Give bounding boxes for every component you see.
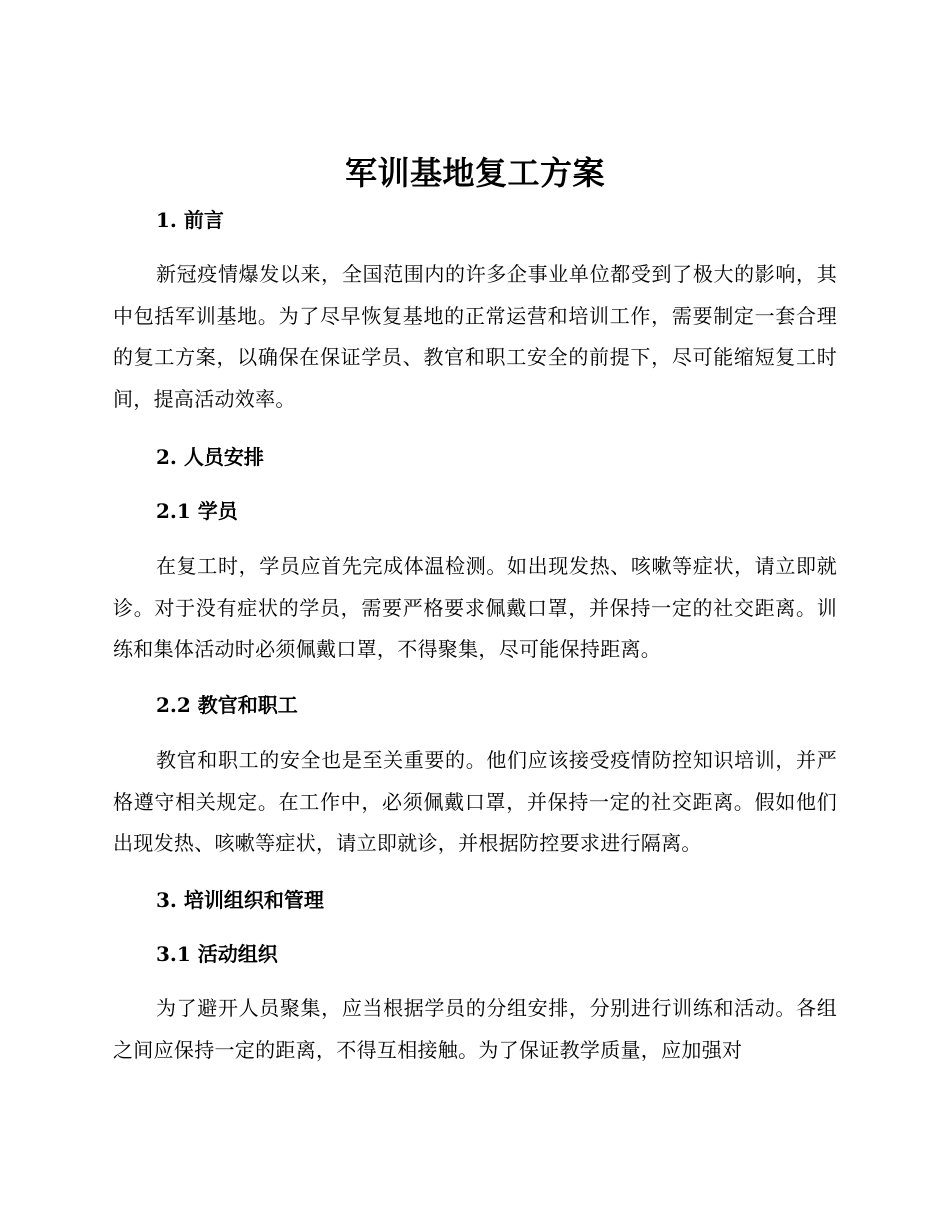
section-paragraph-preface: 新冠疫情爆发以来，全国范围内的许多企事业单位都受到了极大的影响，其中包括军训基地。为了尽早恢复基地的正常运营和培训工作，需要制定一套合理的复工方案，以确保在保证学员、教官和职工安全的前提下，尽可能缩短复工时间，提高活动效率。 [113, 262, 837, 411]
section-heading-instructors: 2.2 教官和职工 [156, 693, 298, 717]
section-heading-preface: 1. 前言 [156, 208, 224, 232]
section-paragraph-trainees: 在复工时，学员应首先完成体温检测。如出现发热、咳嗽等症状，请立即就诊。对于没有症状的学员，需要严格要求佩戴口罩，并保持一定的社交距离。训练和集体活动时必须佩戴口罩，不得聚集，尽可能保持距离。 [113, 554, 837, 661]
section-heading-training-management: 3. 培训组织和管理 [156, 888, 324, 912]
section-heading-activity-organization: 3.1 活动组织 [156, 942, 278, 966]
section-heading-trainees: 2.1 学员 [156, 499, 238, 523]
document-title: 军训基地复工方案 [344, 154, 605, 192]
section-heading-staffing: 2. 人员安排 [156, 445, 264, 469]
section-paragraph-instructors: 教官和职工的安全也是至关重要的。他们应该接受疫情防控知识培训，并严格遵守相关规定。在工作中，必须佩戴口罩，并保持一定的社交距离。假如他们出现发热、咳嗽等症状，请立即就诊，并根据防控要求进行隔离。 [113, 748, 837, 855]
section-paragraph-activity-organization: 为了避开人员聚集，应当根据学员的分组安排，分别进行训练和活动。各组之间应保持一定的距离，不得互相接触。为了保证教学质量，应加强对 [113, 996, 837, 1062]
